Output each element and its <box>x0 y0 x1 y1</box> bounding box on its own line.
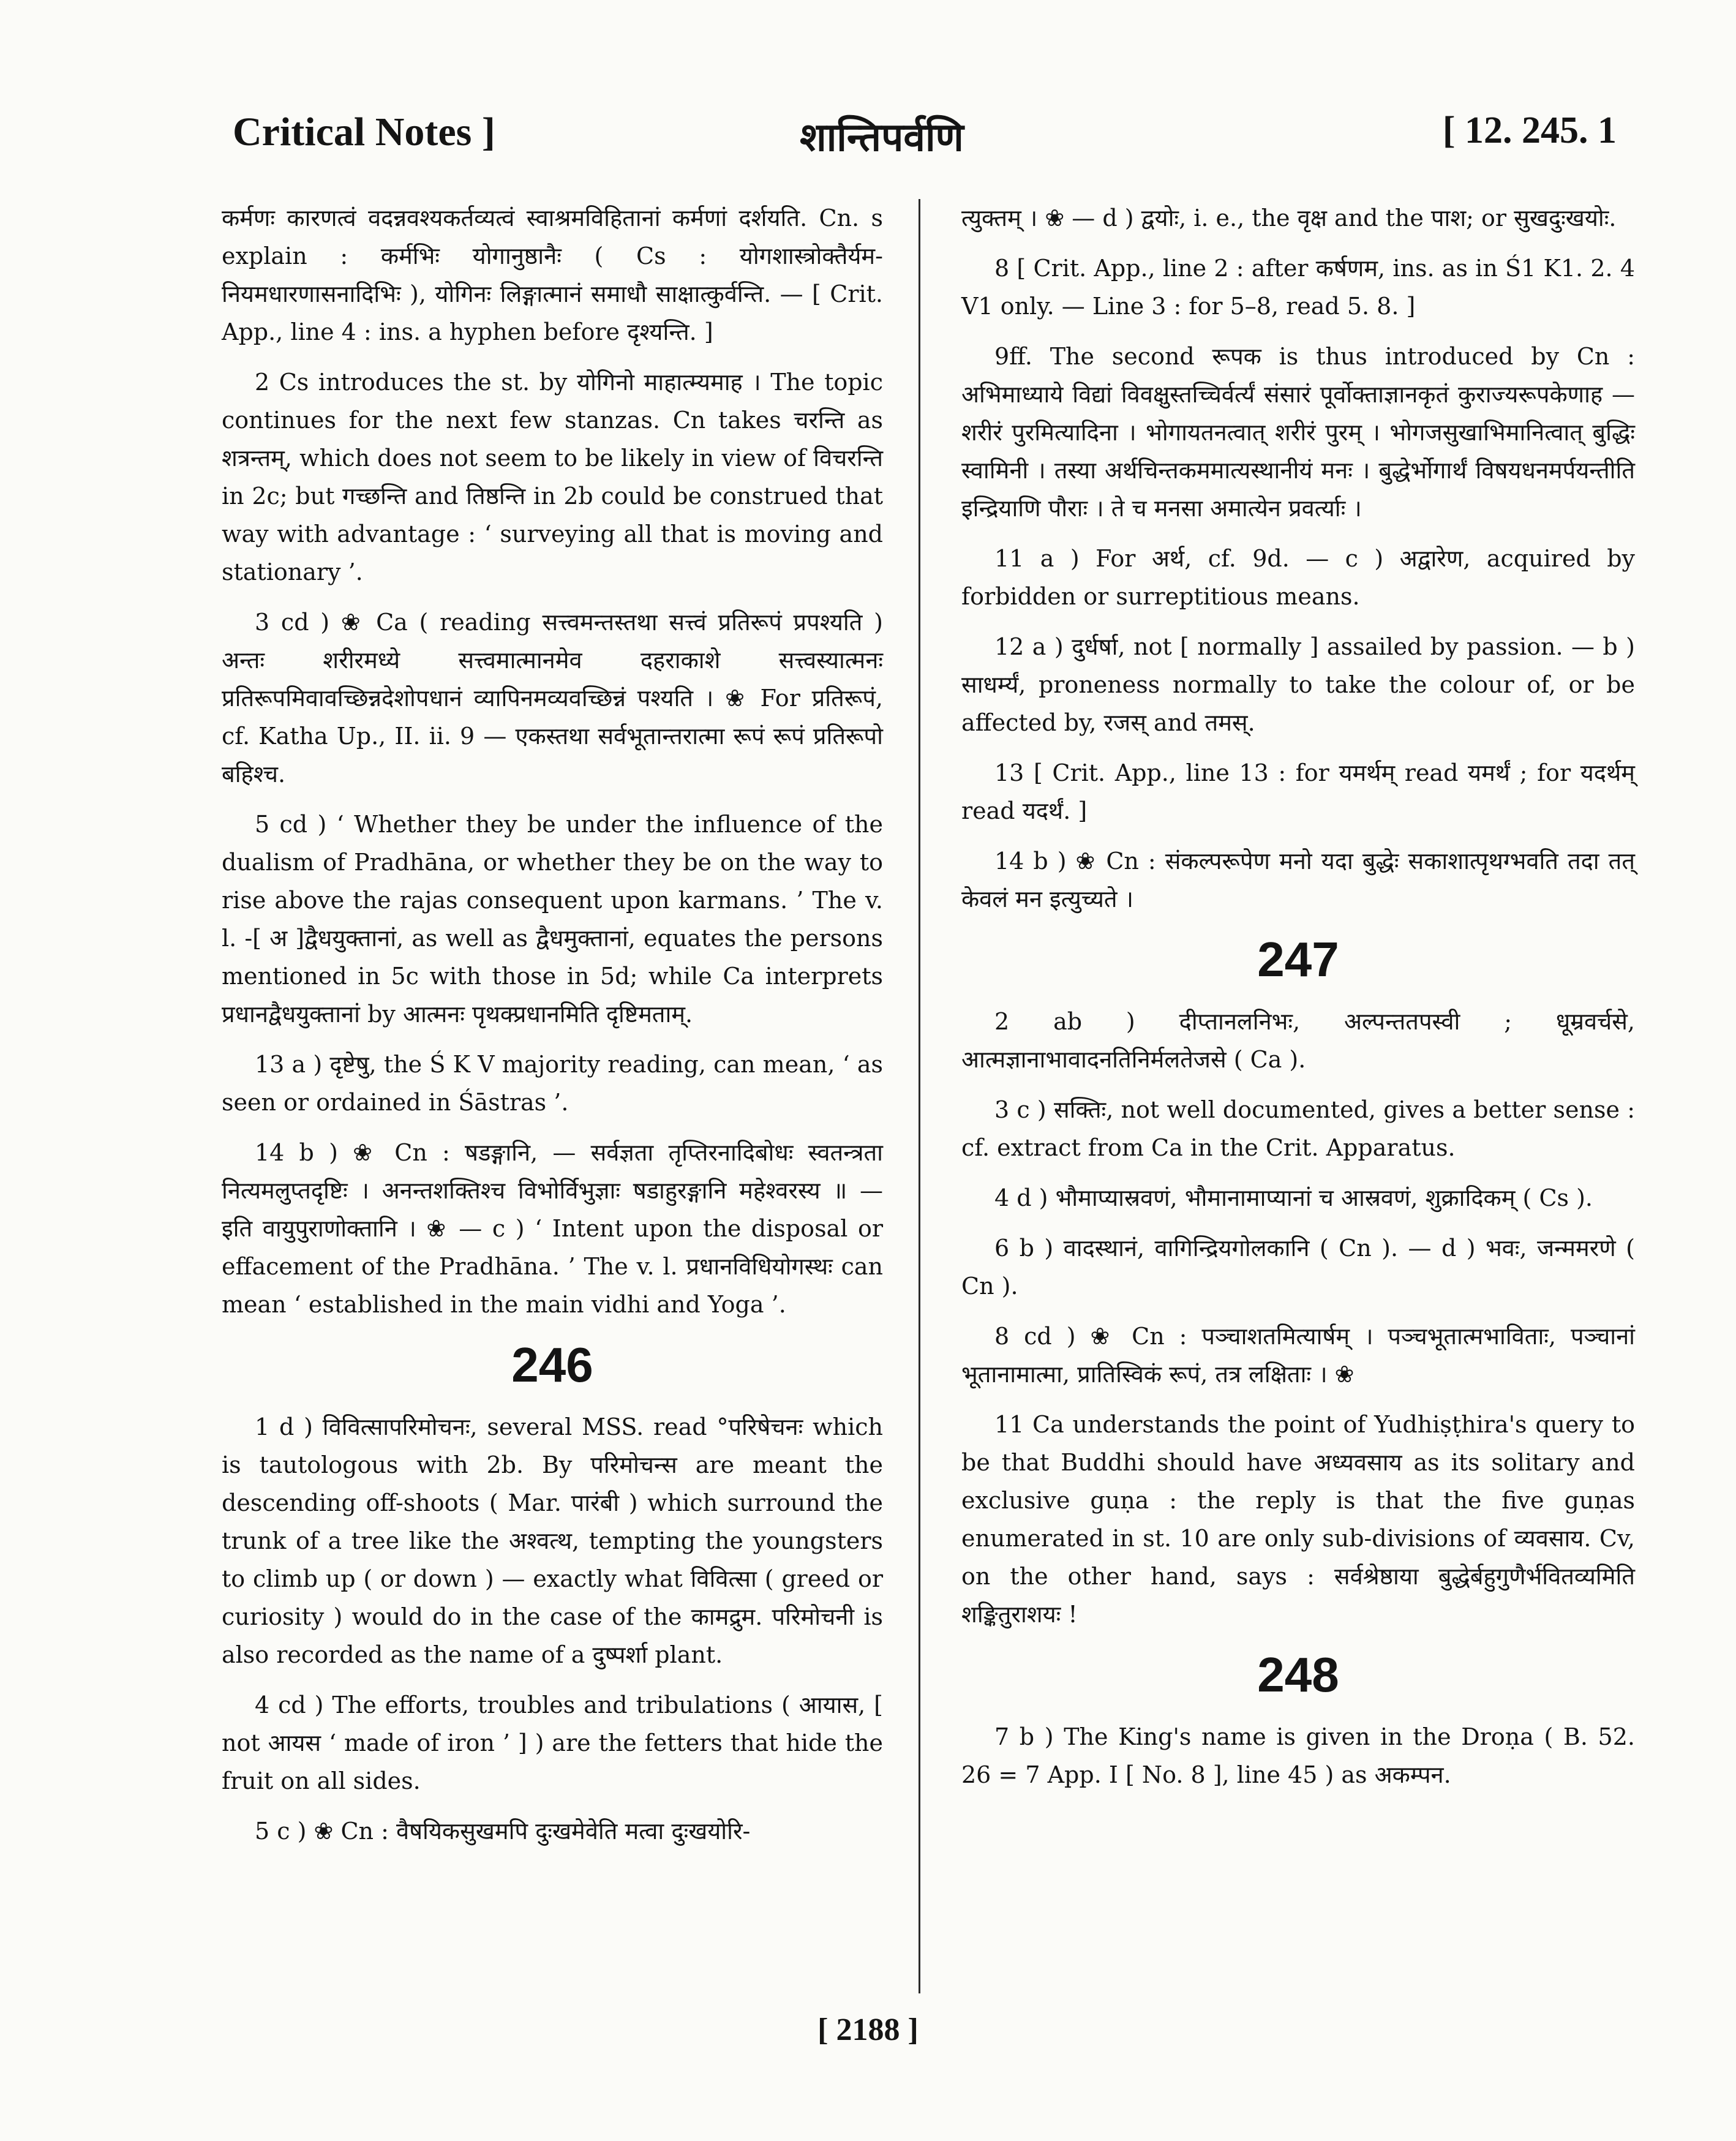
note-paragraph: 11 Ca understands the point of Yudhiṣṭhira's query to be that Buddhi should have अध्यवसाय as its solitary and exclusive guṇa : the reply is that the five guṇas enumerated in st. 10 are only sub-divisions of व्यवसाय. Cv, on the other hand, says : सर्वश्रेष्ठाया बुद्धेर्बहुगुणैर्भवितव्यमिति शङ्कितुराशयः ! <box>961 1411 1635 1628</box>
note-paragraph: 8 cd ) ❀ Cn : पञ्चाशतमित्यार्षम् । पञ्चभूतात्मभाविताः, पञ्चानां भूतानामात्मा, प्रातिस्विकं रूपं, तत्र लक्षिताः । ❀ <box>961 1323 1635 1388</box>
note-paragraph: कर्मणः कारणत्वं वदन्नवश्यकर्तव्यत्वं स्वाश्रमविहितानां कर्मणां दर्शयति. Cn. s explain : कर्मभिः योगानुष्ठानैः ( Cs : योगशास्त्रोक्तैर्यम-नियमधारणासनादिभिः ), योगिनः लिङ्गात्मानं समाधौ साक्षात्कुर्वन्ति. — [ Crit. App., line 4 : ins. a hyphen before दृश्यन्ति. ] <box>222 205 883 345</box>
right-column <box>961 199 1635 1806</box>
section-number: 247 <box>1257 932 1339 987</box>
note-paragraph: 4 cd ) The efforts, troubles and tribulations ( आयास, [ not आयस ‘ made of iron ’ ] ) are the fetters that hide the fruit on all sides. <box>222 1691 883 1794</box>
note-paragraph: 3 cd ) ❀ Ca ( reading सत्त्वमन्तस्तथा सत्त्वं प्रतिरूपं प्रपश्यति ) अन्तः शरीरमध्ये सत्त्वमात्मानमेव दहराकाशे सत्त्वस्यात्मनः प्रतिरूपमिवावच्छिन्नदेशोपधानं व्यापिनमव्यवच्छिन्नं पश्यति । ❀ For प्रतिरूपं, cf. Katha Up., II. ii. 9 — एकस्तथा सर्वभूतान्तरात्मा रूपं रूपं प्रतिरूपो बहिश्च. <box>222 609 883 788</box>
note-paragraph: 1 d ) विवित्सापरिमोचनः, several MSS. read °परिषेचनः which is tautologous with 2b. By परिमोचन्स are meant the descending off-shoots ( Mar. पारंबी ) which surround the trunk of a tree like the अश्वत्थ, tempting the youngsters to climb up ( or down ) — exactly what विवित्सा ( greed or curiosity ) would do in the case of the कामद्रुम. परिमोचनी is also recorded as the name of a दुष्पर्शा plant. <box>222 1413 883 1668</box>
running-head-title: शान्तिपर्वणि <box>800 115 964 160</box>
note-paragraph: 2 ab ) दीप्तानलनिभः, अल्पन्ततपस्वी ; धूम्रवर्चसे, आत्मज्ञानाभावादनतिनिर्मलतेजसे ( Ca ). <box>961 1008 1635 1073</box>
note-paragraph: 12 a ) दुर्धर्षा, not [ normally ] assailed by passion. — b ) साधर्म्यं, proneness normally to take the colour of, or be affected by, रजस् and तमस्. <box>961 633 1635 736</box>
note-paragraph: 14 b ) ❀ Cn : षडङ्गानि, — सर्वज्ञता तृप्तिरनादिबोधः स्वतन्त्रता नित्यमलुप्तदृष्टिः । अनन्तशक्तिश्च विभोर्विभुज्ञाः षडाहुरङ्गानि महेश्वरस्य ॥ — इति वायुपुराणोक्तानि । ❀ — c ) ‘ Intent upon the disposal or effacement of the Pradhāna. ’ The v. l. प्रधानविधियोगस्थः can mean ‘ established in the main vidhi and Yoga ’. <box>222 1139 883 1318</box>
note-paragraph: 13 [ Crit. App., line 13 : for यमर्थम् read यमर्थं ; for यदर्थम् read यदर्थं. ] <box>961 759 1635 824</box>
note-paragraph: 13 a ) दृष्टेषु, the Ś K V majority reading, can mean, ‘ as seen or ordained in Śāstras ’. <box>222 1051 883 1116</box>
note-paragraph: 2 Cs introduces the st. by योगिनो माहात्म्यमाह । The topic continues for the next few stanzas. Cn takes चरन्ति as शत्रन्तम्, which does not seem to be likely in view of विचरन्ति in 2c; but गच्छन्ति and तिष्ठन्ति in 2b could be construed that way with advantage : ‘ surveying all that is moving and stationary ’. <box>222 369 883 585</box>
note-paragraph: 5 c ) ❀ Cn : वैषयिकसुखमपि दुःखमेवेति मत्वा दुःखयोरि- <box>255 1818 751 1845</box>
note-paragraph: 5 cd ) ‘ Whether they be under the influence of the dualism of Pradhāna, or whether they be on the way to rise above the rajas consequent upon karmans. ’ The v. l. -[ अ ]द्वैधयुक्तानां, as well as द्वैधमुक्तानां, equates the persons mentioned in 5c with those in 5d; while Ca interprets प्रधानद्वैधयुक्तानां by आत्मनः पृथक्प्रधानमिति दृष्टिमताम्. <box>222 811 883 1028</box>
note-paragraph: 8 [ Crit. App., line 2 : after कर्षणम, ins. as in Ś1 K1. 2. 4 V1 only. — Line 3 : for 5–8, read 5. 8. ] <box>961 255 1635 320</box>
note-paragraph: 14 b ) ❀ Cn : संकल्परूपेण मनो यदा बुद्धेः सकाशात्पृथग्भवति तदा तत् केवलं मन इत्युच्यते । <box>961 848 1635 912</box>
note-paragraph: 6 b ) वादस्थानं, वागिन्द्रियगोलकानि ( Cn ). — d ) भवः, जन्ममरणे ( Cn ). <box>961 1235 1635 1300</box>
running-head-reference: [ 12. 245. 1 <box>1442 110 1617 151</box>
note-paragraph: 3 c ) सक्तिः, not well documented, gives a better sense : cf. extract from Ca in the Crit. Apparatus. <box>961 1096 1635 1161</box>
section-number: 248 <box>1257 1647 1339 1702</box>
note-paragraph: त्युक्तम् । ❀ — d ) द्वयोः, i. e., the वृक्ष and the पाश; or सुखदुःखयोः. <box>961 205 1617 231</box>
page-number: [ 2188 ] <box>817 2012 919 2047</box>
left-column <box>222 199 883 1862</box>
note-paragraph: 7 b ) The King's name is given in the Droṇa ( B. 52. 26 = 7 App. I [ No. 8 ], line 45 ) as अकम्पन. <box>961 1723 1635 1788</box>
note-paragraph: 9ff. The second रूपक is thus introduced by Cn : अभिमाध्याये विद्यां विवक्षुस्तच्चिर्वर्त्यं संसारं पूर्वोक्ताज्ञानकृतं कुराज्यरूपकेणाह — शरीरं पुरमित्यादिना । भोगायतनत्वात् शरीरं पुरम् । भोगजसुखाभिमानित्वात् बुद्धिः स्वामिनी । तस्या अर्थचिन्तकममात्यस्थानीयं मनः । बुद्धेर्भोगार्थं विषयधनमर्पयन्तीति इन्द्रियाणि पौराः । ते च मनसा अमात्येन प्रवर्त्याः । <box>961 343 1635 522</box>
section-number: 246 <box>511 1338 593 1392</box>
note-paragraph: 4 d ) भौमाप्यास्रवणं, भौमानामाप्यानां च आस्रवणं, शुक्रादिकम् ( Cs ). <box>994 1184 1593 1211</box>
running-head-left: Critical Notes ] <box>233 110 495 154</box>
note-paragraph: 11 a ) For अर्थ, cf. 9d. — c ) अद्वारेण, acquired by forbidden or surreptitious means. <box>961 545 1635 610</box>
column-divider <box>919 199 920 1993</box>
